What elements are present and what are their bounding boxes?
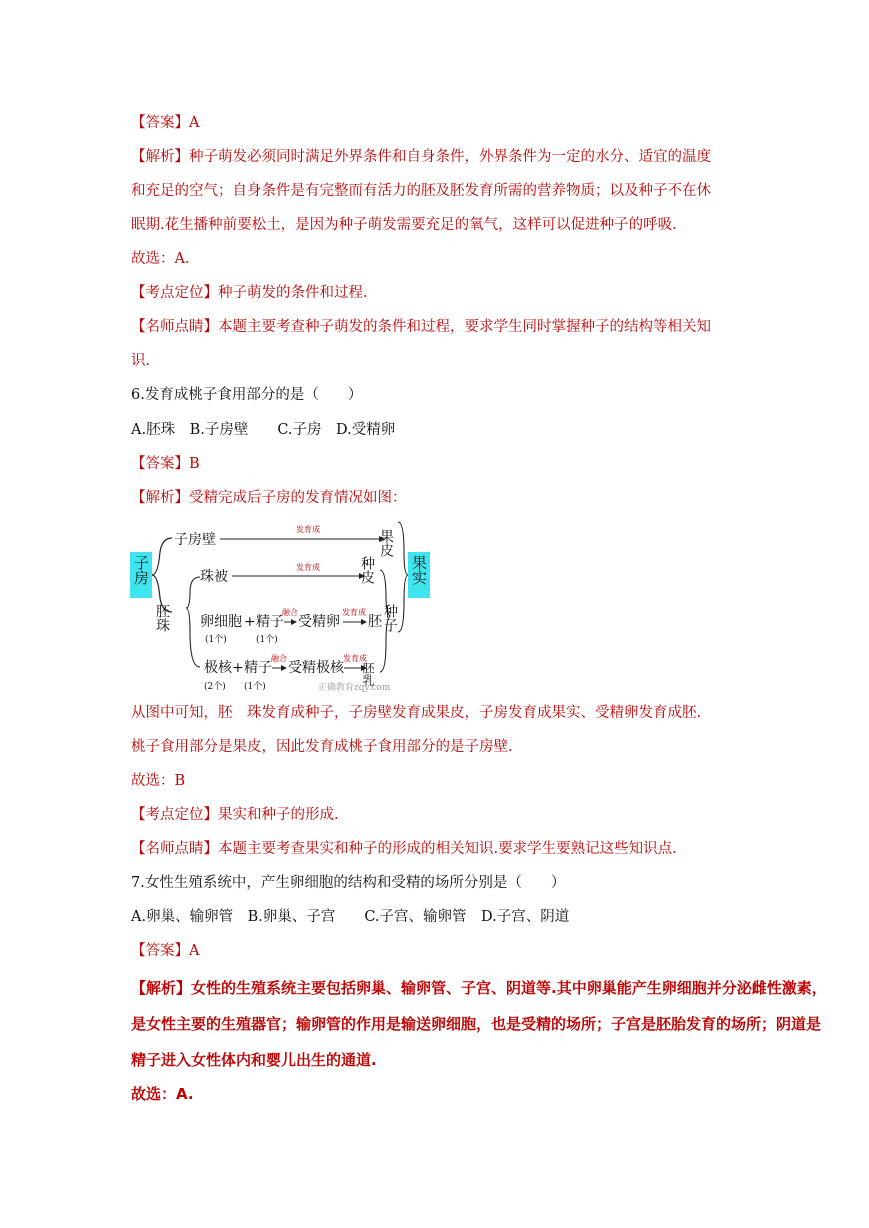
endosperm-label: 胚乳 [361, 662, 375, 686]
ovary-wall-label: 子房壁 [174, 532, 216, 548]
sperm-label-2: 精子 [244, 660, 272, 676]
integument-label: 珠被 [200, 569, 228, 585]
q7-options: A.卵巢、输卵管 B.卵巢、子宫 C.子宫、输卵管 D.子宫、阴道 [131, 909, 570, 925]
develop-label-3: 发育成 [342, 608, 366, 617]
seed-coat-label: 种皮 [359, 556, 375, 584]
seed-label: 种子 [382, 604, 398, 632]
diagram-watermark: 正确教育zqy.com [318, 683, 391, 693]
q6-after-line-2: 桃子食用部分是果皮，因此发育成桃子食用部分的是子房壁. [131, 739, 513, 755]
q6-choice: 故选：B [131, 773, 186, 789]
q5-analysis-line-3: 眠期.花生播种前要松土，是因为种子萌发需要充足的氧气，这样可以促进种子的呼吸. [131, 217, 677, 233]
egg-count: (1个) [205, 635, 227, 645]
egg-cell-label: 卵细胞 [200, 614, 242, 630]
q6-question: 6.发育成桃子食用部分的是（ ） [131, 387, 363, 403]
q6-answer: 【答案】B [131, 456, 200, 472]
fruit-peel-label: 果皮 [378, 529, 394, 557]
polar-count: (2个) [204, 682, 226, 692]
fuse-label-1: 融合 [282, 608, 298, 617]
q5-answer: 【答案】A [131, 115, 200, 131]
sperm-label-1: 精子 [256, 614, 284, 630]
q5-kaodian: 【考点定位】种子萌发的条件和过程. [131, 285, 368, 301]
plus-2: + [232, 660, 244, 676]
ovule-label: 胚珠 [154, 604, 170, 632]
zygote-label: 受精卵 [298, 614, 340, 630]
q6-options: A.胚珠 B.子房壁 C.子房 D.受精卵 [131, 422, 396, 438]
q5-mingshi-line-2: 识. [131, 353, 151, 369]
ovary-label: 子房 [132, 555, 150, 585]
ovary-development-diagram [128, 512, 432, 694]
polar-nuclei-label: 极核 [204, 660, 232, 676]
q7-analysis-line-2: 是女性主要的生殖器官；输卵管的作用是输送卵细胞，也是受精的场所；子宫是胚胎发育的场所；阴道是 [131, 1015, 822, 1033]
fertilized-polar-label: 受精极核 [288, 660, 344, 676]
q6-mingshi: 【名师点睛】本题主要考查果实和种子的形成的相关知识.要求学生要熟记这些知识点. [131, 841, 677, 857]
q7-answer: 【答案】A [131, 943, 200, 959]
q5-choice: 故选：A. [131, 251, 190, 267]
q6-kaodian: 【考点定位】果实和种子的形成. [131, 807, 339, 823]
fruit-label: 果实 [410, 555, 428, 585]
develop-label-4: 发育成 [343, 654, 367, 663]
develop-label-1: 发育成 [296, 525, 320, 534]
q6-analysis: 【解析】受精完成后子房的发育情况如图： [131, 490, 407, 506]
sperm-count-2: (1个) [244, 682, 266, 692]
q5-analysis-line-1: 【解析】种子萌发必须同时满足外界条件和自身条件，外界条件为一定的水分、适宜的温度 [131, 149, 711, 165]
plus-1: + [244, 614, 256, 630]
develop-label-2: 发育成 [296, 563, 320, 572]
q7-analysis-line-3: 精子进入女性体内和婴儿出生的通道. [131, 1051, 377, 1069]
q5-analysis-line-2: 和充足的空气；自身条件是有完整而有活力的胚及胚发育所需的营养物质；以及种子不在休 [131, 183, 711, 199]
q7-question: 7.女性生殖系统中，产生卵细胞的结构和受精的场所分别是（ ） [131, 875, 566, 891]
q7-analysis-line-1: 【解析】女性的生殖系统主要包括卵巢、输卵管、子宫、阴道等.其中卵巢能产生卵细胞并分泌雌性激素， [131, 979, 827, 997]
fuse-label-2: 融合 [271, 654, 287, 663]
embryo-label: 胚 [368, 614, 382, 630]
sperm-count-1: (1个) [256, 635, 278, 645]
q7-choice: 故选：A. [131, 1085, 194, 1103]
q6-after-line-1: 从图中可知，胚 珠发育成种子，子房壁发育成果皮，子房发育成果实、受精卵发育成胚. [131, 705, 702, 721]
q5-mingshi-line-1: 【名师点睛】本题主要考查种子萌发的条件和过程，要求学生同时掌握种子的结构等相关知 [131, 319, 711, 335]
